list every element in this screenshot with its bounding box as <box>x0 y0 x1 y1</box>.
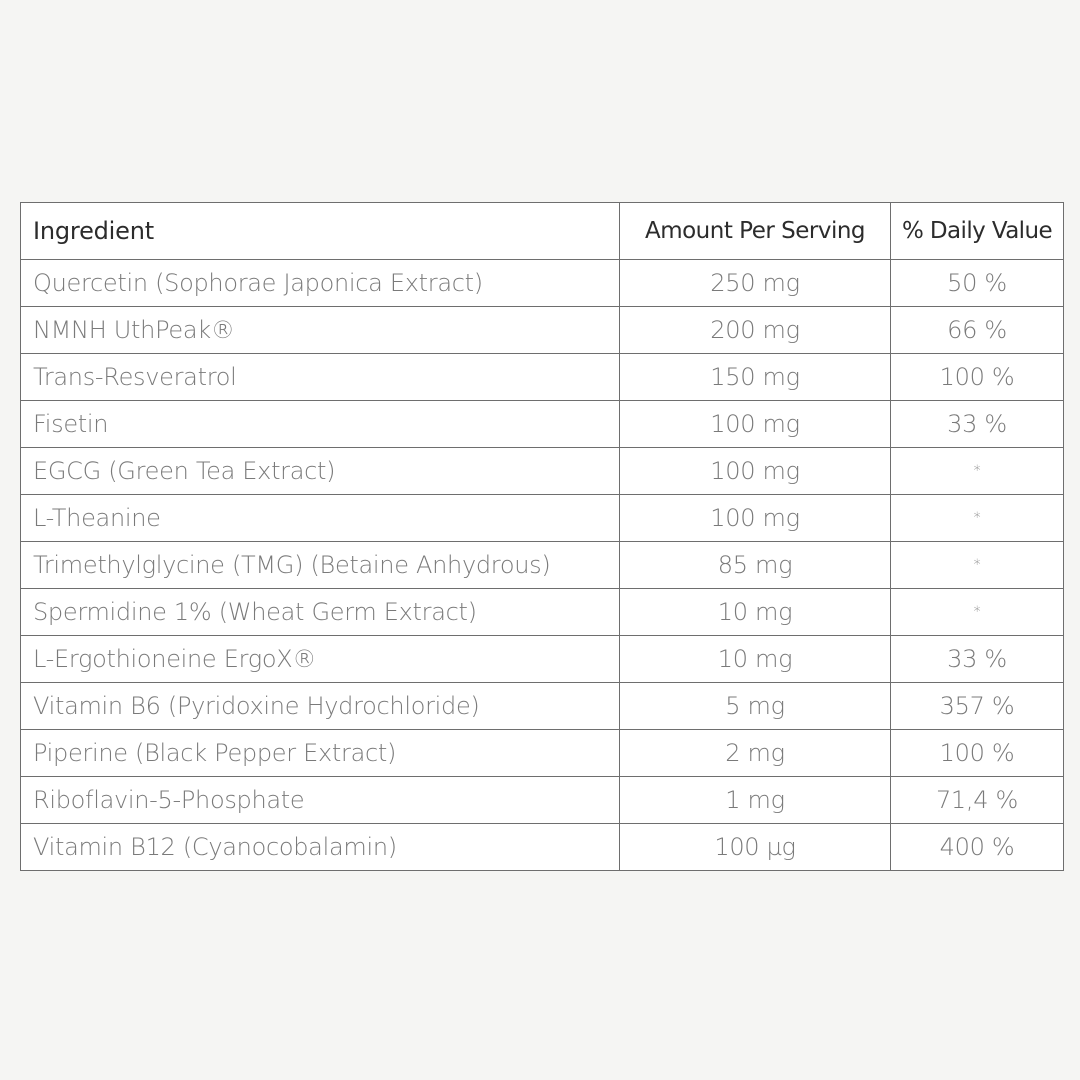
table-row <box>21 589 1064 636</box>
ingredient-cell: Vitamin B6 (Pyridoxine Hydrochloride) <box>21 683 620 730</box>
ingredient-cell: L-Ergothioneine ErgoX® <box>21 636 620 683</box>
daily-value-cell: 50 % <box>891 260 1064 307</box>
table-row <box>21 354 1064 401</box>
supplement-facts-table <box>20 202 1064 871</box>
table-row <box>21 777 1064 824</box>
daily-value-cell: * <box>891 495 1064 542</box>
daily-value-cell: 100 % <box>891 354 1064 401</box>
ingredient-cell: Trimethylglycine (TMG) (Betaine Anhydrous) <box>21 542 620 589</box>
ingredient-cell: Fisetin <box>21 401 620 448</box>
daily-value-cell: * <box>891 589 1064 636</box>
daily-value-cell: 66 % <box>891 307 1064 354</box>
amount-cell: 10 mg <box>620 589 891 636</box>
daily-value-cell: 100 % <box>891 730 1064 777</box>
amount-cell: 150 mg <box>620 354 891 401</box>
amount-cell: 100 mg <box>620 448 891 495</box>
amount-cell: 10 mg <box>620 636 891 683</box>
amount-cell: 1 mg <box>620 777 891 824</box>
amount-cell: 100 µg <box>620 824 891 871</box>
ingredient-cell: Trans-Resveratrol <box>21 354 620 401</box>
table-row <box>21 824 1064 871</box>
table-row <box>21 495 1064 542</box>
header-daily-value: % Daily Value <box>891 203 1064 260</box>
ingredient-cell: Spermidine 1% (Wheat Germ Extract) <box>21 589 620 636</box>
ingredient-cell: Quercetin (Sophorae Japonica Extract) <box>21 260 620 307</box>
ingredient-cell: Piperine (Black Pepper Extract) <box>21 730 620 777</box>
header-ingredient: Ingredient <box>21 203 620 260</box>
table-row <box>21 683 1064 730</box>
table-row <box>21 542 1064 589</box>
daily-value-cell: 357 % <box>891 683 1064 730</box>
amount-cell: 100 mg <box>620 495 891 542</box>
daily-value-cell: 400 % <box>891 824 1064 871</box>
ingredient-cell: NMNH UthPeak® <box>21 307 620 354</box>
table-row <box>21 401 1064 448</box>
table-row <box>21 260 1064 307</box>
table-row <box>21 636 1064 683</box>
ingredient-cell: L-Theanine <box>21 495 620 542</box>
table-row <box>21 307 1064 354</box>
ingredient-cell: Riboflavin-5-Phosphate <box>21 777 620 824</box>
daily-value-cell: * <box>891 542 1064 589</box>
header-amount-per-serving: Amount Per Serving <box>620 203 891 260</box>
daily-value-cell: 33 % <box>891 636 1064 683</box>
amount-cell: 250 mg <box>620 260 891 307</box>
amount-cell: 100 mg <box>620 401 891 448</box>
amount-cell: 5 mg <box>620 683 891 730</box>
amount-cell: 85 mg <box>620 542 891 589</box>
table-header-row <box>21 203 1064 260</box>
daily-value-cell: 33 % <box>891 401 1064 448</box>
table-row <box>21 730 1064 777</box>
daily-value-cell: 71,4 % <box>891 777 1064 824</box>
ingredient-cell: Vitamin B12 (Cyanocobalamin) <box>21 824 620 871</box>
amount-cell: 200 mg <box>620 307 891 354</box>
ingredient-cell: EGCG (Green Tea Extract) <box>21 448 620 495</box>
amount-cell: 2 mg <box>620 730 891 777</box>
daily-value-cell: * <box>891 448 1064 495</box>
table-row <box>21 448 1064 495</box>
